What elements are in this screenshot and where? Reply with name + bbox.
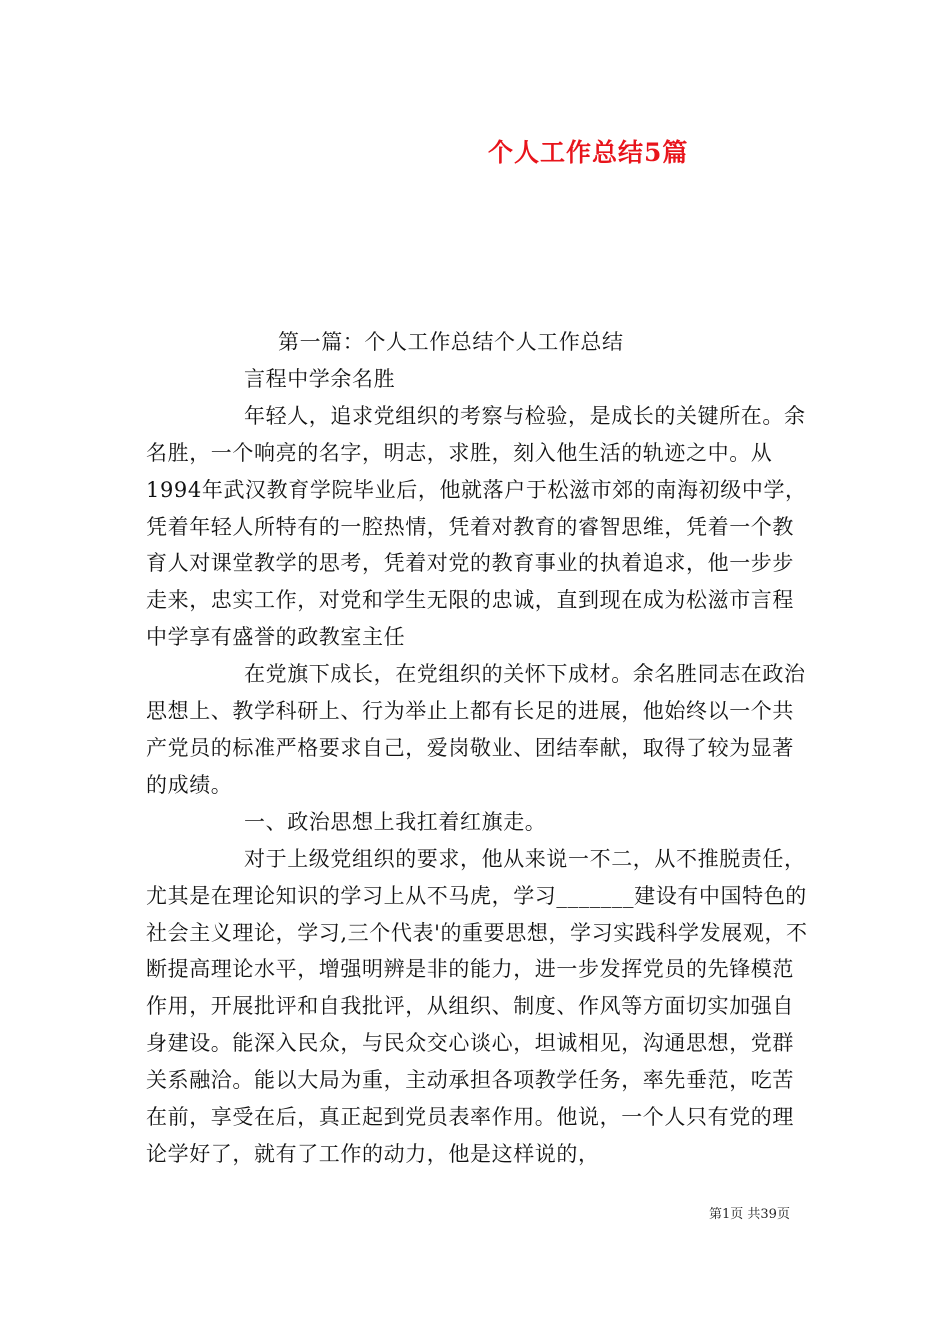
paragraph: 在党旗下成长，在党组织的关怀下成材。余名胜同志在政治思想上、教学科研上、行为举止上都有长足的进展，他始终以一个共产党员的标准严格要求自己，爱岗敬业、团结奉献，取得了较为显著的成绩。 [146, 662, 806, 797]
article-body [146, 324, 811, 1173]
paragraph: 对于上级党组织的要求，他从来说一不二，从不推脱责任，尤其是在理论知识的学习上从不马虎，学习_______建设有中国特色的社会主义理论，学习,三个代表'的重要思想，学习实践科学发展观，不断提高理论水平，增强明辨是非的能力，进一步发挥党员的先锋模范作用，开展批评和自我批评，从组织、制度、作风等方面切实加强自身建设。能深入民众，与民众交心谈心，坦诚相见，沟通思想，党群关系融洽。能以大局为重，主动承担各项教学任务，率先垂范，吃苦在前，享受在后，真正起到党员表率作用。他说，一个人只有党的理论学好了，就有了工作的动力，他是这样说的， [146, 846, 808, 1166]
page-number: 第1页 共39页 [709, 1207, 790, 1222]
section-subheading: 一、政治思想上我扛着红旗走。 [244, 809, 547, 834]
article-byline: 言程中学余名胜 [244, 366, 396, 391]
paragraph: 年轻人，追求党组织的考察与检验，是成长的关键所在。余名胜，一个响亮的名字，明志，求胜，刻入他生活的轨迹之中。从1994年武汉教育学院毕业后，他就落户于松滋市郊的南海初级中学，凭着年轻人所特有的一腔热情，凭着对教育的睿智思维，凭着一个教育人对课堂教学的思考，凭着对党的教育事业的执着追求，他一步步走来，忠实工作，对党和学生无限的忠诚，直到现在成为松滋市言程中学享有盛誉的政教室主任 [146, 403, 807, 650]
document-title: 个人工作总结5篇 [488, 138, 689, 167]
article-heading: 第一篇：个人工作总结个人工作总结 [278, 330, 624, 354]
